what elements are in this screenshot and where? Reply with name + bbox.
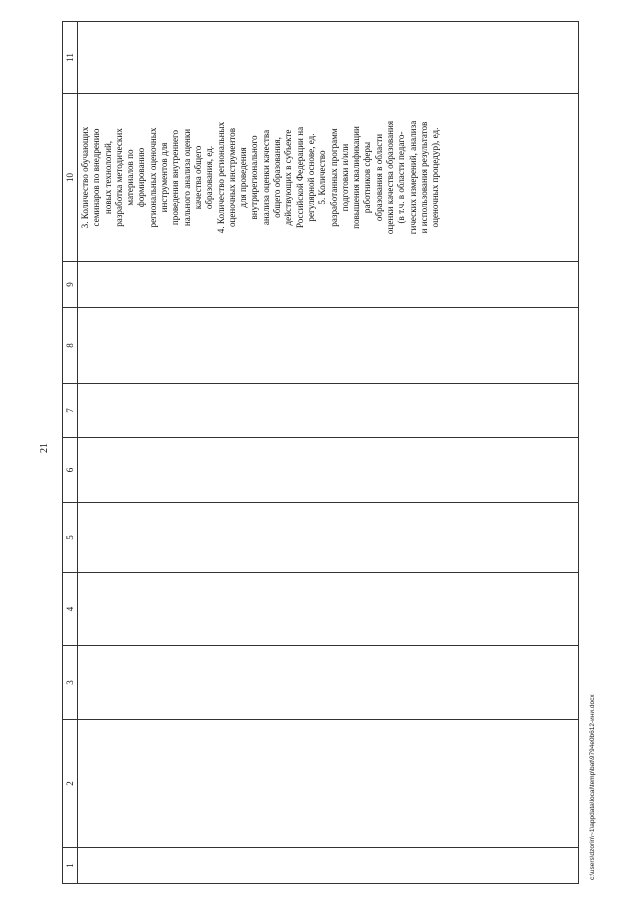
cell-col-4	[78, 573, 579, 646]
indicator-line: инструментов для	[159, 142, 170, 213]
cell-col-6	[78, 438, 579, 503]
indicator-line: работников сферы	[362, 141, 373, 214]
indicator-line: 5. Количество	[317, 150, 328, 205]
indicator-line: нального анализа оценки	[181, 128, 192, 227]
page-number: 21	[39, 443, 50, 453]
cell-col-2	[78, 720, 579, 848]
indicator-line: 4. Количество региональных	[215, 121, 226, 234]
indicator-line: образования в области	[373, 133, 384, 222]
indicator-line: повышения квалификации	[351, 126, 362, 229]
col-header-4: 4	[63, 573, 78, 646]
indicator-line: материалов по	[125, 149, 136, 206]
indicator-line: регулярной основе, ед.	[305, 133, 316, 222]
col-header-3: 3	[63, 646, 78, 720]
indicator-line: образования, ед.	[204, 145, 215, 210]
indicator-line: оценки качества образования	[385, 120, 396, 235]
indicator-line: оценочных процедур), ед.	[430, 127, 441, 228]
indicator-line: общего образования,	[272, 137, 283, 218]
indicator-line: внутрирегионального	[249, 135, 260, 220]
indicator-line: 3. Количество обучающих	[80, 126, 90, 229]
cell-col-3	[78, 646, 579, 720]
col-header-11: 11	[63, 22, 78, 94]
indicator-line: (в т.ч. в области педаго-	[396, 131, 407, 224]
cell-col-11	[78, 22, 579, 94]
indicator-line: для проведения	[238, 147, 249, 208]
col-header-1: 1	[63, 848, 78, 884]
indicator-line: разработанных программ	[328, 128, 339, 227]
indicator-line: проведения внутреннего	[170, 129, 181, 226]
col-header-7: 7	[63, 384, 78, 438]
cell-col-9	[78, 262, 579, 308]
cell-col-7	[78, 384, 579, 438]
indicator-line: новых технологий,	[102, 140, 113, 215]
indicator-line: семинаров по внедрению	[91, 128, 102, 227]
cell-col-8	[78, 308, 579, 384]
col-header-6: 6	[63, 438, 78, 503]
col-header-2: 2	[63, 720, 78, 848]
indicator-line: разработка методических	[113, 128, 124, 227]
col-header-8: 8	[63, 308, 78, 384]
col-header-10: 10	[63, 94, 78, 262]
indicator-line: и использования результатов	[418, 121, 429, 234]
col-header-9: 9	[63, 262, 78, 308]
indicator-line: действующих в субъекте	[283, 129, 294, 226]
indicators-table	[62, 22, 579, 884]
indicators-cell	[78, 94, 579, 262]
indicator-line: гических измерений, анализа	[407, 120, 418, 235]
indicator-line: региональных оценочных	[147, 127, 158, 228]
cell-col-5	[78, 503, 579, 573]
indicator-line: анализа оценки качества	[260, 129, 271, 226]
indicator-line: качества общего	[192, 145, 203, 210]
col-header-5: 5	[63, 503, 78, 573]
indicator-line: формированию	[136, 147, 147, 208]
indicator-line: Российской Федерации на	[294, 126, 305, 229]
file-path-footer: c:\users\dzorin\~1\appdata\local\temp\bat\9794e0b612-ини.docx	[589, 694, 596, 880]
cell-col-1	[78, 848, 579, 884]
indicator-line: оценочных инструментов	[226, 127, 237, 228]
indicator-line: подготовки и/или	[339, 143, 350, 212]
